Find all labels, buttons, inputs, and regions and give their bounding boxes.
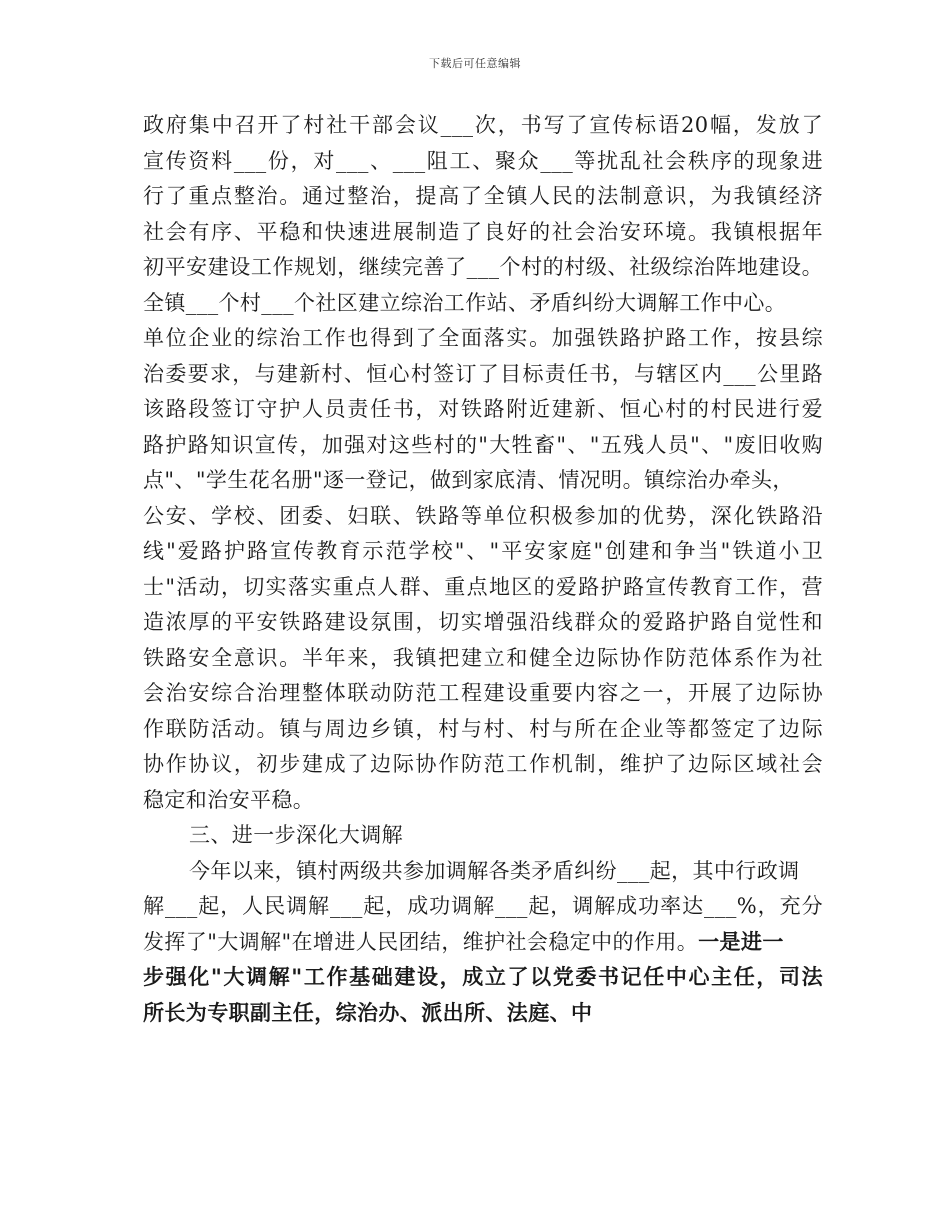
body-text-normal: 发挥了"大调解"在增进人民团结，维护社会稳定中的作用。 <box>143 929 699 954</box>
body-line: 作联防活动。镇与周边乡镇，村与村、村与所在企业等都签定了边际 <box>143 716 823 741</box>
body-line: 全镇___个村___个社区建立综治工作站、矛盾纠纷大调解工作中心。 <box>143 290 787 315</box>
body-line: 公安、学校、团委、妇联、铁路等单位积极参加的优势，深化铁路沿 <box>143 503 823 528</box>
body-line: 社会有序、平稳和快速进展制造了良好的社会治安环境。我镇根据年 <box>143 219 823 244</box>
body-line: 今年以来，镇村两级共参加调解各类矛盾纠纷___起，其中行政调 <box>189 858 800 883</box>
body-line: 路护路知识宣传，加强对这些村的"大牲畜"、"五残人员"、"废旧收购 <box>143 432 823 457</box>
document-body <box>143 108 823 1031</box>
body-text-bold: 一是进一 <box>698 929 784 954</box>
body-line: 政府集中召开了村社干部会议___次，书写了宣传标语20幅，发放了 <box>143 113 823 137</box>
body-line-bold: 步强化"大调解"工作基础建设，成立了以党委书记任中心主任，司法 <box>143 965 823 989</box>
body-line: 治委要求，与建新村、恒心村签订了目标责任书，与辖区内___公里路 <box>143 361 823 386</box>
body-line: 宣传资料___份，对___、___阻工、聚众___等扰乱社会秩序的现象进 <box>143 148 823 173</box>
section-heading: 三、进一步深化大调解 <box>189 823 403 847</box>
page-header-note: 下载后可任意编辑 <box>429 57 521 70</box>
body-line: 行了重点整治。通过整治，提高了全镇人民的法制意识，为我镇经济 <box>143 184 823 208</box>
body-line: 该路段签订守护人员责任书，对铁路附近建新、恒心村的村民进行爱 <box>143 397 823 421</box>
body-line: 造浓厚的平安铁路建设氛围，切实增强沿线群众的爱路护路自觉性和 <box>143 610 823 634</box>
body-line: 单位企业的综治工作也得到了全面落实。加强铁路护路工作，按县综 <box>143 326 823 350</box>
body-line: 铁路安全意识。半年来，我镇把建立和健全边际协作防范体系作为社 <box>143 645 823 670</box>
body-line-bold: 所长为专职副主任，综治办、派出所、法庭、中 <box>143 1000 593 1025</box>
body-line: 解___起，人民调解___起，成功调解___起，调解成功率达___%，充分 <box>143 894 823 918</box>
body-line: 会治安综合治理整体联动防范工程建设重要内容之一，开展了边际协 <box>143 681 823 705</box>
body-line: 点"、"学生花名册"逐一登记，做到家底清、情况明。镇综治办牵头， <box>143 468 794 492</box>
body-line: 士"活动，切实落实重点人群、重点地区的爱路护路宣传教育工作，营 <box>143 574 823 599</box>
body-line: 稳定和治安平稳。 <box>143 787 315 812</box>
body-line-mixed <box>143 925 823 961</box>
body-line: 协作协议，初步建成了边际协作防范工作机制，维护了边际区域社会 <box>143 752 823 776</box>
body-line: 线"爱路护路宣传教育示范学校"、"平安家庭"创建和争当"铁道小卫 <box>143 539 823 563</box>
body-line: 初平安建设工作规划，继续完善了___个村的村级、社级综治阵地建设。 <box>143 255 823 279</box>
